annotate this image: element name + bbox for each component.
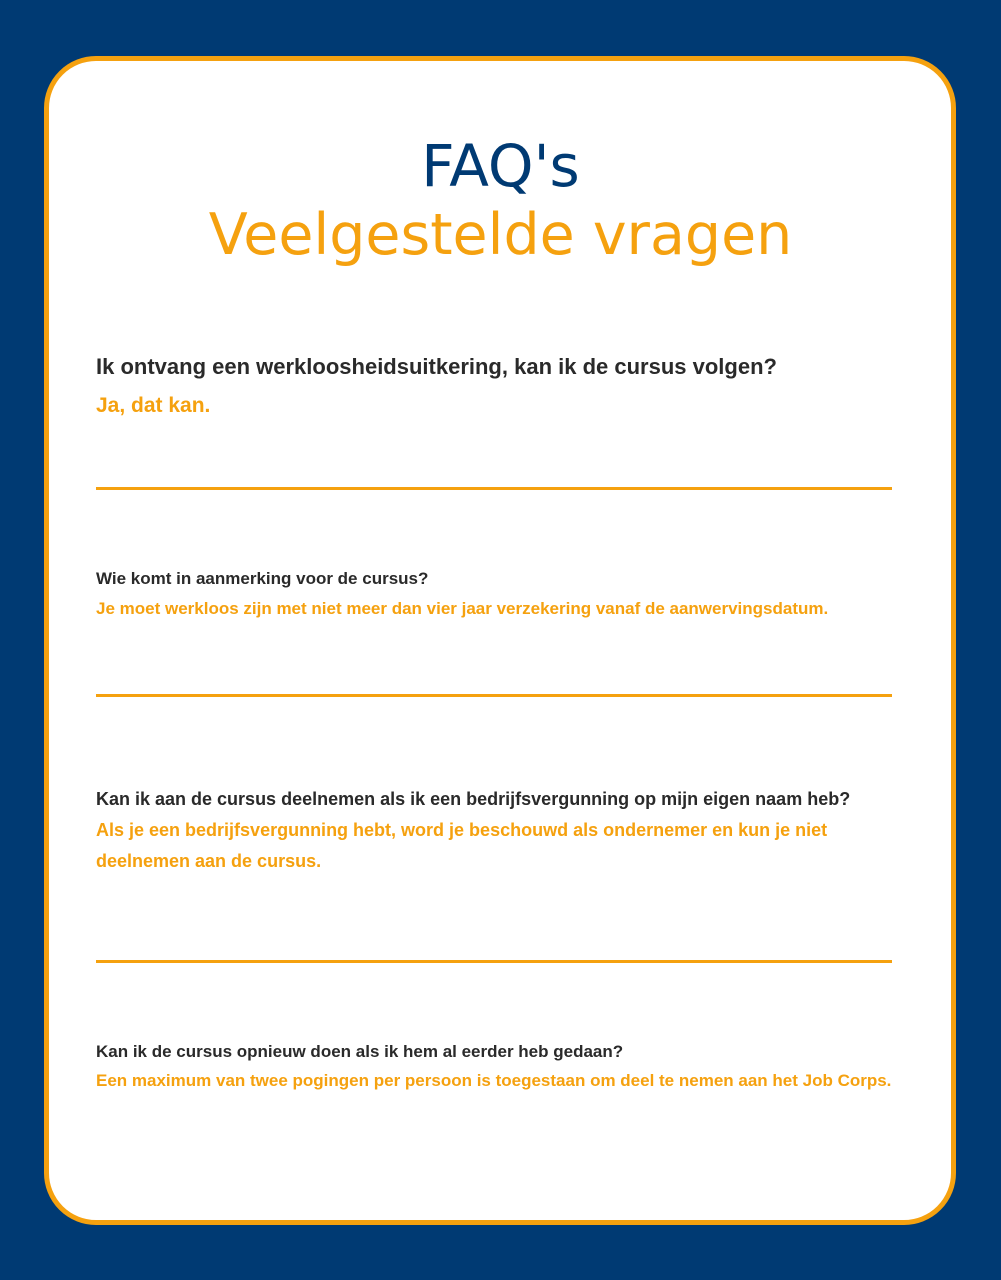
divider (96, 960, 892, 963)
faq-question: Ik ontvang een werkloosheidsuitkering, kan ik de cursus volgen? (96, 354, 777, 379)
faq-question: Kan ik de cursus opnieuw doen als ik hem al eerder heb gedaan? (96, 1042, 624, 1061)
faq-item (96, 1040, 956, 1093)
faq-item (96, 786, 956, 877)
faq-question: Wie komt in aanmerking voor de cursus? (96, 569, 429, 588)
faq-item (96, 567, 956, 621)
divider (96, 694, 892, 697)
page-title: FAQ's (421, 132, 580, 200)
faq-answer: Je moet werkloos zijn met niet meer dan vier jaar verzekering vanaf de aanwervingsdatum. (96, 599, 829, 618)
faq-answer: Een maximum van twee pogingen per persoon is toegestaan om deel te nemen aan het Job Corps. (96, 1071, 892, 1090)
faq-answer: Ja, dat kan. (96, 394, 211, 417)
page-subtitle: Veelgestelde vragen (208, 202, 793, 268)
faq-item (96, 352, 956, 421)
faq-answer: Als je een bedrijfsvergunning hebt, word je beschouwd als ondernemer en kun je niet deelnemen aan de cursus. (96, 820, 828, 871)
divider (96, 487, 892, 490)
faq-question: Kan ik aan de cursus deelnemen als ik een bedrijfsvergunning op mijn eigen naam heb? (96, 789, 851, 809)
